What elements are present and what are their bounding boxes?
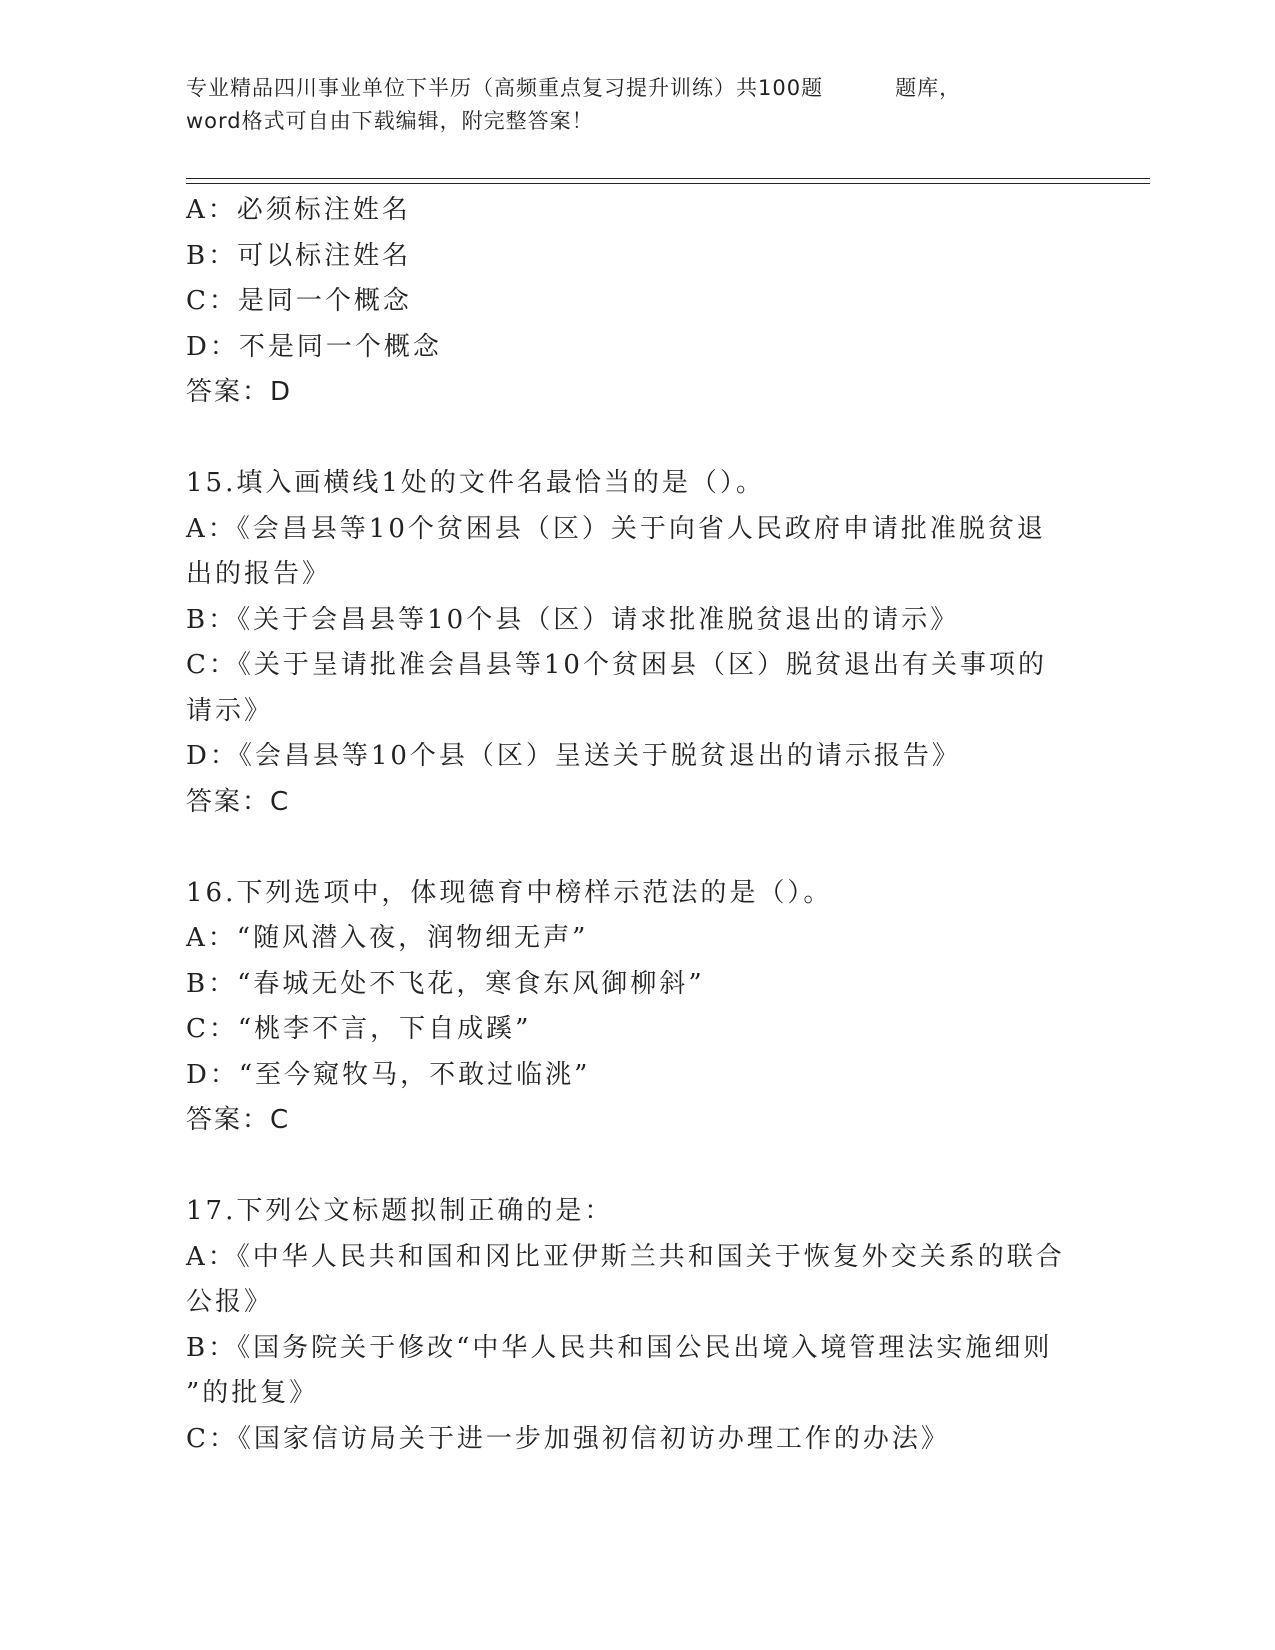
- option-c: C：《国家信访局关于进一步加强初信初访办理工作的办法》: [186, 1423, 950, 1454]
- question-stem: 17.下列公文标题拟制正确的是：: [186, 1196, 614, 1226]
- prev-question: [186, 188, 1086, 416]
- option-c-continued: 请示》: [186, 695, 274, 726]
- option-a-continued: 公报》: [186, 1287, 274, 1317]
- option-a: A：必须标注姓名: [186, 195, 411, 225]
- question-stem: 15.填入画横线1处的文件名最恰当的是（）。: [186, 468, 765, 498]
- option-b: B：“春城无处不飞花，寒食东风御柳斜”: [186, 968, 705, 999]
- option-d: D：《会昌县等10个县（区）呈送关于脱贫退出的请示报告》: [186, 741, 961, 771]
- option-b-continued: ”的批复》: [186, 1378, 319, 1408]
- answer-line: 答案：C: [186, 1105, 291, 1135]
- option-b: B：《国务院关于修改“中华人民共和国公民出境入境管理法实施细则: [186, 1332, 1053, 1363]
- option-b: B：可以标注姓名: [186, 240, 412, 271]
- header-line-2: word格式可自由下载编辑，附完整答案！: [186, 109, 594, 133]
- option-a-continued: 出的报告》: [186, 559, 332, 589]
- header-divider-top: [186, 178, 1150, 179]
- option-c: C：是同一个概念: [186, 286, 412, 316]
- option-a: A：“随风潜入夜，润物细无声”: [186, 923, 589, 953]
- question-17: [186, 1189, 1086, 1462]
- question-stem: 16.下列选项中，体现德育中榜样示范法的是（）。: [186, 877, 833, 908]
- answer-line: 答案：D: [186, 377, 293, 407]
- header-title-suffix: 题库，: [895, 76, 962, 100]
- answer-line: 答案：C: [186, 786, 291, 817]
- header-line-1: [186, 72, 1086, 105]
- option-a: A：《中华人民共和国和冈比亚伊斯兰共和国关于恢复外交关系的联合: [186, 1241, 1065, 1272]
- header-divider-bottom: [186, 183, 1150, 184]
- document-header: [186, 72, 1086, 138]
- option-c: C：《关于呈请批准会昌县等10个贫困县（区）脱贫退出有关事项的: [186, 650, 1047, 680]
- header-title: 专业精品四川事业单位下半历（高频重点复习提升训练）共100题: [186, 76, 824, 100]
- question-16: [186, 871, 1086, 1144]
- option-a: A：《会昌县等10个贫困县（区）关于向省人民政府申请批准脱贫退: [186, 513, 1046, 544]
- question-content: [186, 188, 1086, 1462]
- option-c: C：“桃李不言，下自成蹊”: [186, 1014, 532, 1044]
- option-d: D：不是同一个概念: [186, 331, 442, 362]
- option-b: B：《关于会昌县等10个县（区）请求批准脱贫退出的请示》: [186, 604, 960, 635]
- question-15: [186, 461, 1086, 825]
- option-d: D：“至今窥牧马，不敢过临洮”: [186, 1059, 591, 1090]
